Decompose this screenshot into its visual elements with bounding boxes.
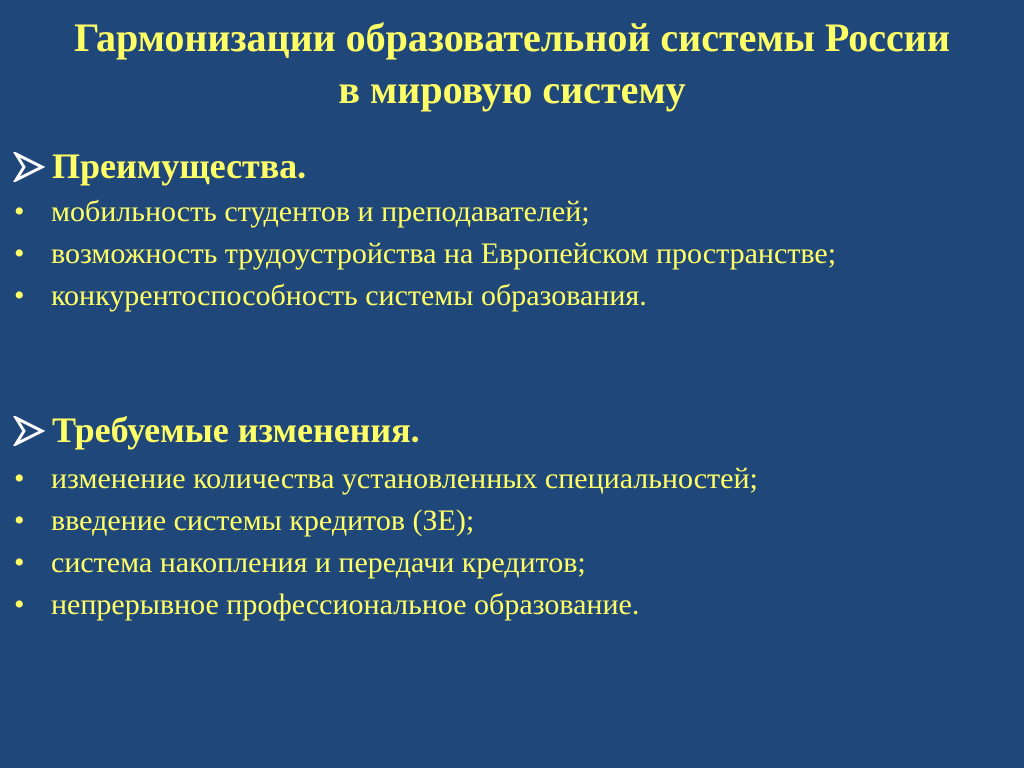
- list-item-text: возможность трудоустройства на Европейском пространстве;: [51, 237, 837, 270]
- list-item: [12, 545, 1012, 580]
- list-item: [12, 194, 1012, 229]
- arrow-bullet-icon: [12, 416, 46, 446]
- list-item: [12, 461, 1012, 496]
- title-line-2: в мировую систему: [338, 67, 686, 112]
- bullet-dot: •: [14, 195, 25, 228]
- section-heading-text: Преимущества.: [52, 146, 307, 186]
- list-item: [12, 236, 1012, 271]
- section-required-changes: [12, 408, 1012, 622]
- list-item-text: изменение количества установленных специальностей;: [51, 462, 758, 495]
- title-line-1: Гармонизации образовательной системы России: [74, 15, 950, 60]
- bullet-dot: •: [14, 279, 25, 312]
- list-item-text: непрерывное профессиональное образование.: [51, 588, 640, 621]
- section-advantages: [12, 144, 1012, 313]
- arrow-bullet-icon: [12, 152, 46, 182]
- bullet-dot: •: [14, 546, 25, 579]
- list-item-text: введение системы кредитов (ЗЕ);: [51, 504, 475, 537]
- section-heading-text: Требуемые изменения.: [52, 410, 420, 450]
- section-heading: [12, 144, 1012, 188]
- list-item: [12, 503, 1012, 538]
- bullet-dot: •: [14, 237, 25, 270]
- bullet-dot: •: [14, 588, 25, 621]
- bullet-dot: •: [14, 504, 25, 537]
- section-heading: [12, 408, 1012, 452]
- list-item-text: мобильность студентов и преподавателей;: [51, 195, 590, 228]
- list-item: [12, 278, 1012, 313]
- list-item-text: система накопления и передачи кредитов;: [51, 546, 586, 579]
- list-item-text: конкурентоспособность системы образования.: [51, 279, 647, 312]
- bullet-dot: •: [14, 462, 25, 495]
- bullet-list: [12, 194, 1012, 313]
- bullet-list: [12, 461, 1012, 622]
- slide-title: [0, 12, 1024, 116]
- list-item: [12, 587, 1012, 622]
